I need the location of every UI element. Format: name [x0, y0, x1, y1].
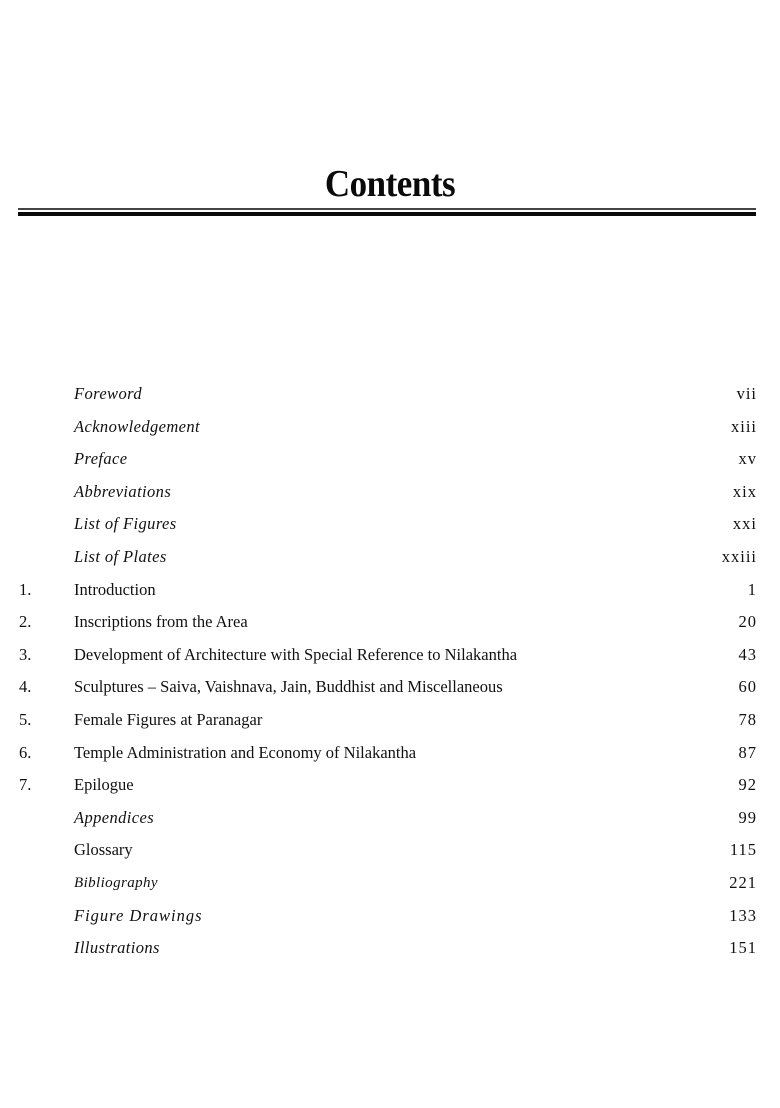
page-title: Contents — [324, 163, 456, 205]
toc-entry-page: 151 — [729, 938, 757, 958]
toc-entry-bibliography[interactable] — [0, 872, 780, 905]
toc-entry-title: Female Figures at Paranagar — [74, 709, 263, 729]
table-of-contents — [0, 383, 780, 970]
toc-entry-page: 1 — [747, 579, 757, 599]
toc-entry-title: Temple Administration and Economy of Nilakantha — [74, 742, 417, 762]
toc-entry-page: 133 — [729, 905, 757, 925]
toc-entry-page: 20 — [738, 612, 757, 632]
toc-entry-title: Epilogue — [74, 775, 134, 795]
toc-entry-number: 1. — [19, 579, 32, 599]
toc-entry-title: Foreword — [74, 384, 142, 403]
title-divider-thick — [18, 212, 756, 216]
toc-entry-appendices[interactable] — [0, 807, 780, 840]
toc-entry-list-of-plates[interactable] — [0, 546, 780, 579]
toc-entry-illustrations[interactable] — [0, 937, 780, 970]
toc-entry-number: 7. — [19, 775, 32, 795]
toc-entry-foreword[interactable] — [0, 383, 780, 416]
toc-entry-title: List of Plates — [74, 546, 167, 566]
toc-entry-number: 5. — [19, 709, 32, 729]
toc-entry-page: xxi — [732, 514, 757, 534]
toc-entry-chapter-4[interactable] — [0, 676, 780, 709]
toc-entry-number: 2. — [19, 612, 32, 632]
toc-entry-page: xiii — [730, 416, 757, 436]
toc-entry-title: Introduction — [74, 579, 156, 599]
toc-entry-abbreviations[interactable] — [0, 481, 780, 514]
toc-entry-title: Bibliography — [74, 874, 158, 891]
toc-entry-number: 6. — [19, 742, 32, 762]
toc-entry-title: List of Figures — [74, 514, 177, 534]
toc-entry-number: 4. — [19, 677, 32, 697]
toc-entry-page: xxiii — [721, 546, 757, 566]
toc-entry-chapter-7[interactable] — [0, 774, 780, 807]
toc-entry-title: Sculptures – Saiva, Vaishnava, Jain, Buddhist and Miscellaneous — [74, 677, 503, 697]
toc-entry-title: Preface — [74, 449, 128, 469]
title-divider-thin — [18, 208, 756, 210]
toc-entry-title: Acknowledgement — [74, 416, 201, 436]
toc-entry-page: xv — [738, 449, 757, 469]
toc-entry-title: Inscriptions from the Area — [74, 612, 248, 632]
toc-entry-page: xix — [732, 481, 757, 501]
toc-entry-acknowledgement[interactable] — [0, 416, 780, 449]
toc-entry-title: Figure Drawings — [74, 905, 203, 925]
toc-entry-title: Abbreviations — [74, 481, 172, 501]
toc-entry-chapter-2[interactable] — [0, 611, 780, 644]
toc-entry-page: 99 — [738, 807, 757, 827]
toc-entry-page: 92 — [738, 775, 757, 795]
toc-entry-chapter-6[interactable] — [0, 742, 780, 775]
toc-entry-page: 60 — [738, 677, 757, 697]
toc-entry-number: 3. — [19, 644, 32, 664]
toc-entry-page: 87 — [738, 742, 757, 762]
toc-entry-title: Development of Architecture with Special Reference to Nilakantha — [74, 644, 518, 664]
toc-entry-list-of-figures[interactable] — [0, 513, 780, 546]
toc-entry-page: 78 — [738, 709, 757, 729]
toc-entry-preface[interactable] — [0, 448, 780, 481]
toc-entry-page: 115 — [729, 840, 757, 860]
toc-entry-chapter-5[interactable] — [0, 709, 780, 742]
toc-entry-page: 221 — [729, 872, 757, 892]
toc-entry-chapter-3[interactable] — [0, 644, 780, 677]
toc-entry-chapter-1[interactable] — [0, 579, 780, 612]
toc-entry-figure-drawings[interactable] — [0, 905, 780, 938]
toc-entry-page: vii — [736, 384, 757, 403]
toc-entry-title: Appendices — [74, 807, 155, 827]
toc-entry-title: Illustrations — [74, 938, 160, 958]
toc-entry-title: Glossary — [74, 840, 133, 860]
toc-entry-glossary[interactable] — [0, 839, 780, 872]
toc-entry-page: 43 — [738, 644, 757, 664]
